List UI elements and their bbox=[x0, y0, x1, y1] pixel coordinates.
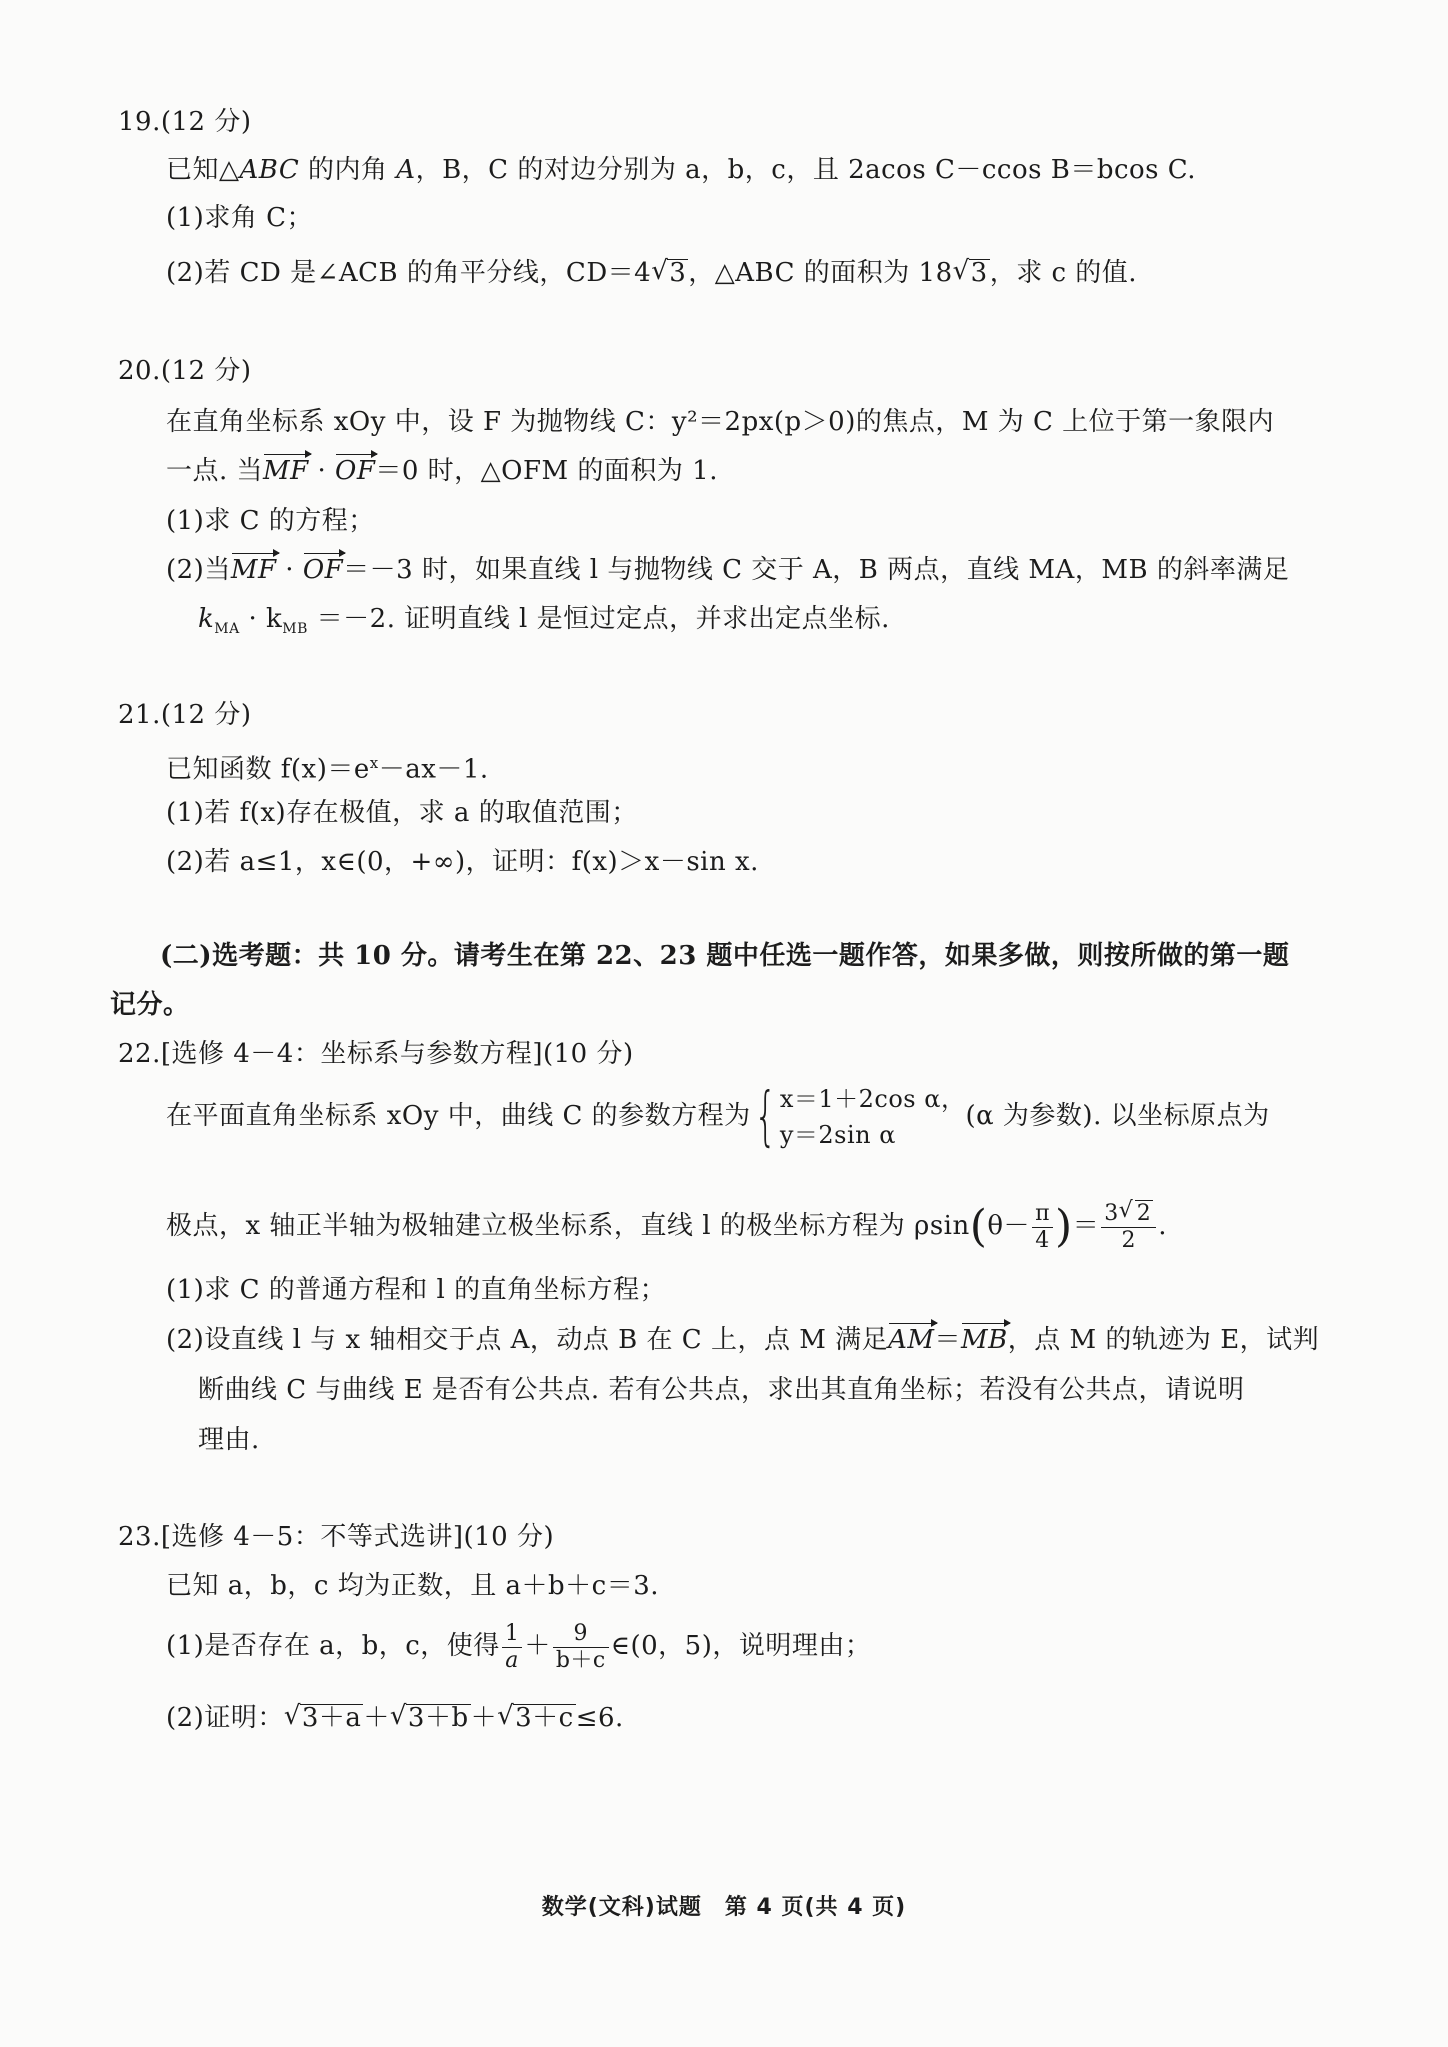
q20-part2: (2)当MF · OF＝－3 时，如果直线 l 与抛物线 C 交于 A，B 两点，直线 MA，MB 的斜率满足 bbox=[166, 552, 1289, 588]
q19-part2: (2)若 CD 是∠ACB 的角平分线，CD＝4√ 3，△ABC 的面积为 18√ 3，求 c 的值. bbox=[166, 255, 1137, 291]
page-footer: 数学(文科)试题 第 4 页(共 4 页) bbox=[541, 1895, 907, 1920]
q20-line2: 一点. 当MF · OF＝0 时，△OFM 的面积为 1. bbox=[166, 453, 718, 489]
q23-part1: (1)是否存在 a，b，c，使得 $\frac{1}{a}$ ＋ $\frac{9}{b+c}$ ∈(0，5)，说明理由； bbox=[166, 1620, 872, 1673]
q20-part2-cont: $k_{MA} \cdot k_{MB} =-2$. 证明直线 l 是恒过定点，并求出定点坐标. bbox=[198, 604, 890, 638]
section2-line1: (二)选考题：共 10 分。请考生在第 22、23 题中任选一题作答，如果多做，则按所做的第一题 bbox=[160, 941, 1290, 971]
q21-part1: (1)若 f(x)存在极值，求 a 的取值范围； bbox=[166, 798, 638, 828]
q23-part2: (2)证明：√ 3＋a＋√ 3＋b＋√ 3＋c≤6. bbox=[166, 1700, 624, 1736]
q20-header: 20.(12 分) bbox=[118, 356, 252, 386]
q22-header: 22.[选修 4－4：坐标系与参数方程](10 分) bbox=[118, 1039, 634, 1069]
q19-part1: (1)求角 C； bbox=[166, 203, 313, 233]
q22-part2-line2: 断曲线 C 与曲线 E 是否有公共点. 若有公共点，求出其直角坐标；若没有公共点，请说明 bbox=[198, 1375, 1245, 1405]
q22-part1: (1)求 C 的普通方程和 l 的直角坐标方程； bbox=[166, 1275, 667, 1305]
q22-part2: (2)设直线 l 与 x 轴相交于点 A，动点 B 在 C 上，点 M 满足AM＝MB，点 M 的轨迹为 E，试判 bbox=[166, 1322, 1319, 1358]
q20-part1: (1)求 C 的方程； bbox=[166, 506, 375, 536]
q23-header: 23.[选修 4－5：不等式选讲](10 分) bbox=[118, 1522, 555, 1552]
q19-header: 19.(12 分) bbox=[118, 107, 252, 137]
q19-stem: 已知△ABC 的内角 A，B，C 的对边分别为 a，b，c，且 2acos C－ccos B＝bcos C. bbox=[166, 155, 1197, 185]
section2-line2: 记分。 bbox=[110, 990, 190, 1020]
q21-part2: (2)若 a≤1，x∈(0，+∞)，证明：f(x)＞x－sin x. bbox=[166, 847, 759, 877]
q22-stem: 在平面直角坐标系 xOy 中，曲线 C 的参数方程为 { x＝1＋2cos α， y＝2sin α (α 为参数). 以坐标原点为 bbox=[166, 1080, 1270, 1154]
q22-part2-line3: 理由. bbox=[198, 1425, 260, 1455]
q21-header: 21.(12 分) bbox=[118, 700, 252, 730]
q21-stem: 已知函数 $f(x)=e^x-ax-1$. bbox=[166, 754, 489, 785]
parametric-system: { x＝1＋2cos α， y＝2sin α bbox=[753, 1080, 966, 1154]
q20-line1: 在直角坐标系 xOy 中，设 F 为抛物线 C：y²＝2px(p＞0)的焦点，M 为 C 上位于第一象限内 bbox=[166, 407, 1275, 437]
q23-stem: 已知 a，b，c 均为正数，且 a＋b＋c＝3. bbox=[166, 1571, 660, 1601]
q22-line2: 极点，x 轴正半轴为极轴建立极坐标系，直线 l 的极坐标方程为 ρsin(θ－ $\frac{\pi}{4}$ )＝ $\frac{3√ 2}{2}$ . bbox=[166, 1196, 1167, 1257]
